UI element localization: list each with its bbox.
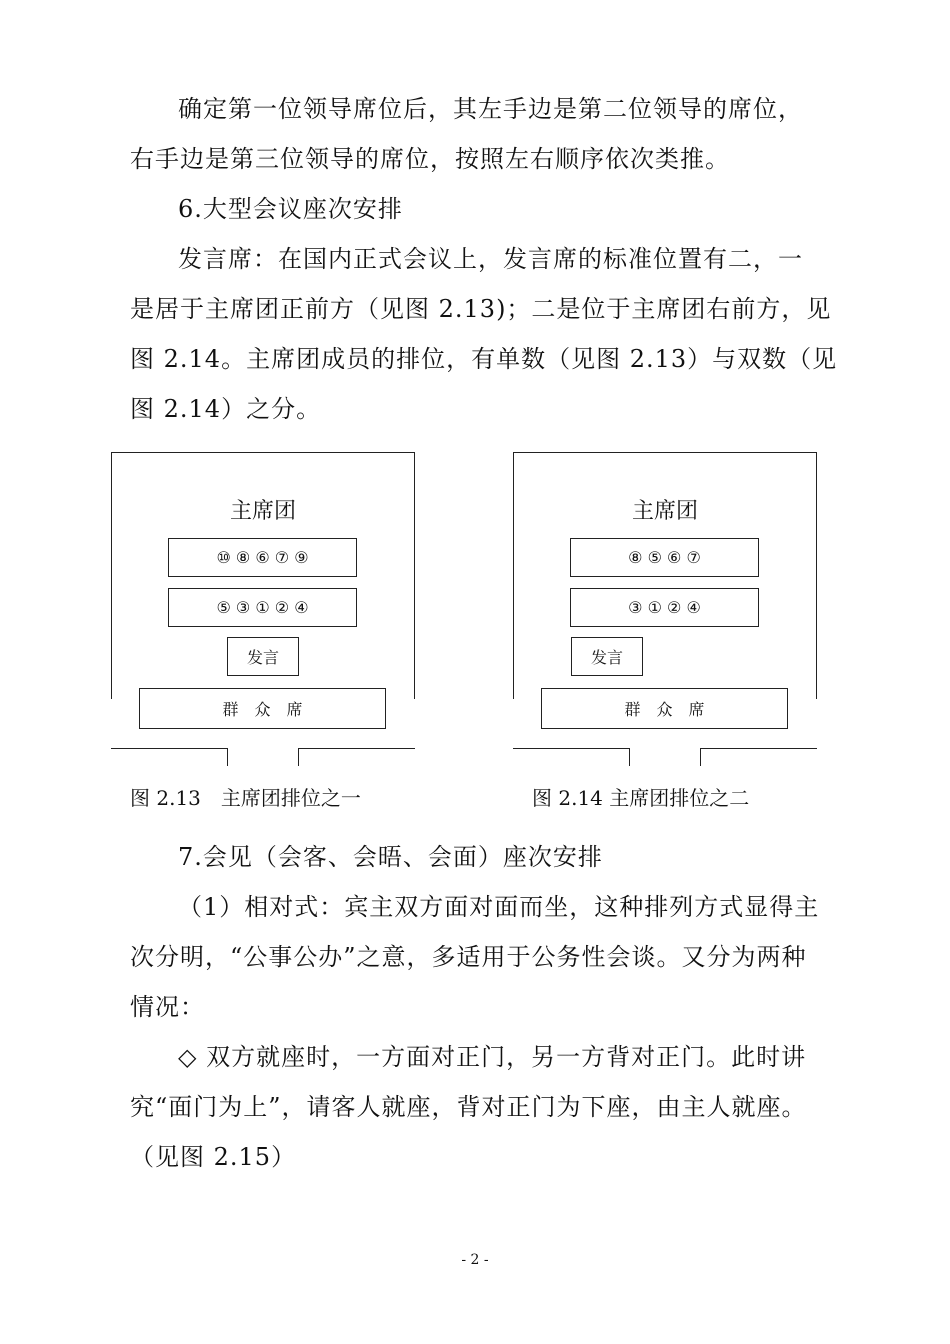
paragraph-3-line-3: 情况： bbox=[130, 993, 205, 1021]
paragraph-2-line-2: 是居于主席团正前方（见图 2.13)；二是位于主席团右前方，见 bbox=[130, 295, 832, 323]
audience-seats: 群 众 席 bbox=[139, 688, 386, 729]
figure-caption: 图 2.14 主席团排位之二 bbox=[532, 786, 750, 810]
figure-caption: 图 2.13 主席团排位之一 bbox=[130, 786, 361, 810]
entrance-wall-left bbox=[111, 748, 228, 749]
podium: 发言 bbox=[571, 637, 643, 676]
page-number: - 2 - bbox=[461, 1252, 489, 1268]
paragraph-3-line-2: 次分明，“公事公办”之意，多适用于公务性会谈。又分为两种 bbox=[130, 943, 807, 971]
audience-seats: 群 众 席 bbox=[541, 688, 788, 729]
paragraph-2-line-1: 发言席：在国内正式会议上，发言席的标准位置有二，一 bbox=[178, 245, 803, 273]
podium: 发言 bbox=[227, 637, 299, 676]
presidium-front-row: ⑤ ③ ① ② ④ bbox=[168, 588, 357, 627]
entrance-wall-right bbox=[700, 748, 817, 749]
entrance-wall-right bbox=[298, 748, 415, 749]
presidium-back-row: ⑧ ⑤ ⑥ ⑦ bbox=[570, 538, 759, 577]
presidium-title: 主席团 bbox=[229, 499, 296, 524]
entrance-wall-left bbox=[513, 748, 630, 749]
entrance-post-right bbox=[700, 748, 701, 766]
presidium-title: 主席团 bbox=[631, 499, 698, 524]
section-heading-6: 6.大型会议座次安排 bbox=[178, 195, 403, 223]
paragraph-2-line-3: 图 2.14。主席团成员的排位，有单数（见图 2.13）与双数（见 bbox=[130, 345, 838, 373]
entrance-post-left bbox=[227, 748, 228, 766]
paragraph-4-line-3: （见图 2.15） bbox=[130, 1143, 297, 1171]
paragraph-3-line-1: （1）相对式：宾主双方面对面而坐，这种排列方式显得主 bbox=[178, 893, 820, 921]
section-heading-7: 7.会见（会客、会晤、会面）座次安排 bbox=[178, 843, 603, 871]
paragraph-2-line-4: 图 2.14）之分。 bbox=[130, 395, 322, 423]
entrance-post-left bbox=[629, 748, 630, 766]
presidium-back-row: ⑩ ⑧ ⑥ ⑦ ⑨ bbox=[168, 538, 357, 577]
paragraph-4-line-1: ◇ 双方就座时，一方面对正门，另一方背对正门。此时讲 bbox=[178, 1043, 807, 1071]
paragraph-1-line-1: 确定第一位领导席位后，其左手边是第二位领导的席位， bbox=[178, 95, 803, 123]
paragraph-4-line-2: 究“面门为上”，请客人就座，背对正门为下座，由主人就座。 bbox=[130, 1093, 807, 1121]
entrance-post-right bbox=[298, 748, 299, 766]
presidium-front-row: ③ ① ② ④ bbox=[570, 588, 759, 627]
paragraph-1-line-2: 右手边是第三位领导的席位，按照左右顺序依次类推。 bbox=[130, 145, 730, 173]
